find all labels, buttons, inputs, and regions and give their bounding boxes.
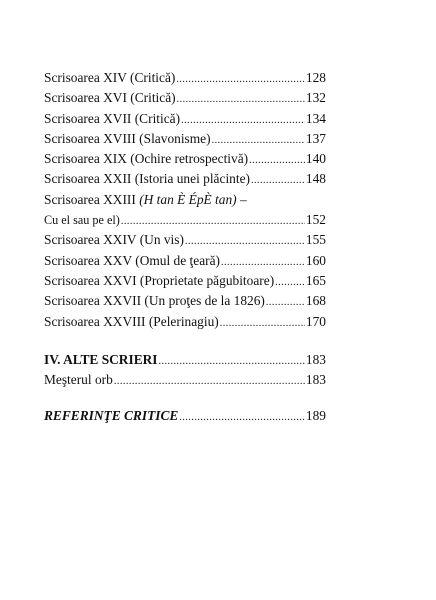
- toc-entry-first-line: [44, 190, 326, 210]
- toc-entry-page: 134: [305, 110, 326, 126]
- toc-entry: [44, 271, 326, 291]
- toc-entry-title: Scrisoarea XIV (Critică): [44, 70, 176, 85]
- dot-leader: [114, 372, 305, 392]
- dot-leader: [212, 131, 305, 151]
- toc-entry: [44, 129, 326, 149]
- toc-entry-title: Scrisoarea XVII (Critică): [44, 110, 181, 126]
- toc-entry-title: Scrisoarea XXVIII (Pelerinagiu): [44, 313, 219, 329]
- toc-entry-page: 132: [305, 90, 326, 106]
- toc-entry-page: 148: [305, 171, 326, 187]
- dot-leader: [185, 232, 305, 252]
- references-heading-page: 189: [305, 408, 326, 424]
- toc-entry: [44, 109, 326, 129]
- toc-entry-page: 170: [305, 313, 326, 329]
- dot-leader: [249, 151, 305, 171]
- toc-entry: [44, 149, 326, 169]
- dot-leader: [177, 90, 305, 110]
- toc-references-heading: [44, 406, 326, 426]
- toc-entry: [44, 251, 326, 271]
- toc-entry: [44, 68, 326, 88]
- dot-leader: [181, 111, 305, 131]
- toc-entry-title: Meşterul orb: [44, 372, 113, 388]
- toc-entry-title-main: Scrisoarea XXIII: [44, 191, 140, 207]
- dot-leader: [251, 171, 305, 191]
- toc-entry: [44, 210, 326, 230]
- toc-entry-page: 137: [305, 130, 326, 146]
- toc-entry-title-greek: (H tan È ÉpÈ tan) –: [139, 191, 247, 207]
- toc-entry-page: 165: [305, 272, 326, 288]
- toc-entry-title: Scrisoarea XIX (Ochire retrospectivă): [44, 151, 249, 167]
- toc-entry: [44, 88, 326, 108]
- references-heading-title: REFERINŢE CRITICE: [44, 408, 179, 424]
- toc-entry-title: Scrisoarea XXVII (Un proţes de la 1826): [44, 293, 265, 309]
- toc-entry-page: 128: [305, 70, 326, 85]
- toc-entry-page: 168: [305, 293, 326, 309]
- toc-entry: [44, 291, 326, 311]
- dot-leader: [159, 352, 305, 372]
- toc-entry-title: Scrisoarea XXVI (Proprietate păgubitoare): [44, 272, 275, 288]
- dot-leader: [221, 253, 305, 273]
- toc-entry-page: 183: [305, 372, 326, 388]
- section-heading-title: IV. ALTE SCRIERI: [44, 351, 158, 367]
- section-spacer: [44, 332, 326, 350]
- toc-entry-title: Cu el sau pe el): [44, 213, 120, 228]
- section-spacer: [44, 390, 326, 406]
- dot-leader: [176, 70, 305, 90]
- toc-entry-title: Scrisoarea XXV (Omul de ţeară): [44, 252, 220, 268]
- toc-entry-page: 155: [305, 232, 326, 248]
- toc-entry: [44, 312, 326, 332]
- toc-entry: [44, 169, 326, 189]
- toc-section-heading: [44, 350, 326, 370]
- dot-leader: [275, 273, 305, 293]
- section-heading-page: 183: [305, 351, 326, 367]
- toc-entry-title: Scrisoarea XVIII (Slavonisme): [44, 130, 211, 146]
- toc-entry: [44, 230, 326, 250]
- dot-leader: [220, 314, 305, 334]
- toc-entry-page: 152: [305, 212, 326, 228]
- toc-entry-title: Scrisoarea XXII (Istoria unei plăcinte): [44, 171, 250, 187]
- toc-entry-title: Scrisoarea XVI (Critică): [44, 90, 176, 106]
- toc-entry-title: [44, 190, 247, 210]
- dot-leader: [266, 293, 305, 313]
- dot-leader: [121, 212, 305, 232]
- toc-entry-title: Scrisoarea XXIV (Un vis): [44, 232, 184, 248]
- toc-entry: [44, 370, 326, 390]
- table-of-contents: [44, 68, 326, 427]
- dot-leader: [179, 408, 305, 428]
- toc-entry-page: 160: [305, 252, 326, 268]
- toc-entry-page: 140: [305, 151, 326, 167]
